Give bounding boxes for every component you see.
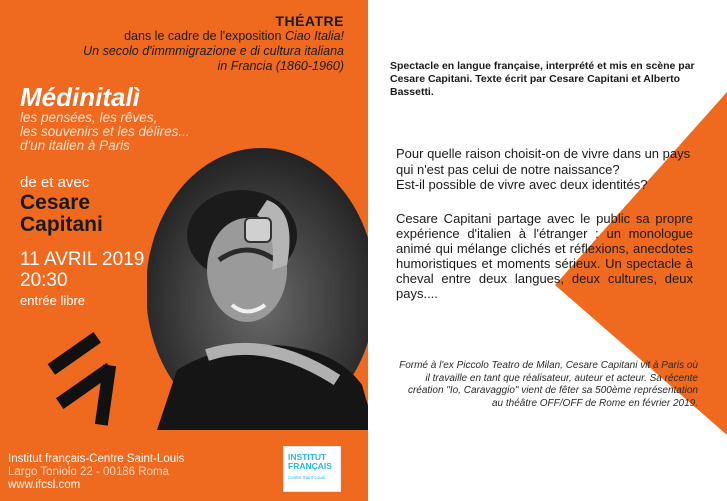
venue-name: Institut français-Centre Saint-Louis	[8, 453, 185, 465]
expo-line	[83, 29, 344, 44]
expo-name: Ciao Italia!	[284, 29, 344, 43]
portrait-photo	[147, 140, 368, 430]
show-date: 11 AVRIL 2019	[20, 249, 145, 270]
header-block	[83, 14, 344, 74]
first-name: Cesare	[20, 191, 91, 214]
venue-street: Largo Toniolo 22 - 00186 Roma	[8, 466, 169, 478]
venue-address	[8, 453, 184, 492]
category-label: THÉATRE	[275, 13, 344, 29]
expo-subtitle-1: Un secolo d'immmigrazione e di cultura italiana	[83, 44, 344, 58]
venue-website[interactable]: www.ifcsl.com	[8, 479, 81, 491]
entry-info: entrée libre	[20, 293, 86, 308]
subtitle-line: les pensées, les rêves,	[20, 110, 158, 125]
subtitle-line: les souvenirs et les délires...	[20, 124, 190, 139]
show-title: Médinitalì	[20, 82, 140, 112]
expo-subtitle-2: in Francia (1860-1960)	[217, 59, 344, 73]
institut-francais-logo	[283, 446, 341, 492]
subtitle-line: d'un italien à Paris	[20, 138, 130, 153]
footnote-text: Formé à l'ex Piccolo Teatro de Milan, Cesare Capitani vit à Paris où il travaille en tant que réalisateur, auteur et acteur. Sa récente création "Io, Caravaggio" vient de fêter sa 500ème représentation au théâtre OFF/OFF de Rome en février 2019.	[399, 360, 698, 409]
right-panel	[368, 0, 727, 501]
logo-text: INSTITUT FRANÇAIS	[288, 452, 332, 471]
credits-text: Spectacle en langue française, interprété et mis en scène par Cesare Capitani. Texte écrit par Cesare Capitani et Alberto Bassetti.	[390, 60, 695, 98]
questions	[396, 146, 699, 193]
bio-text: Cesare Capitani partage avec le public sa propre expérience d'italien à l'étranger : un monologue animé qui mélange clichés et réflexions, anecdotes humoristiques et moments sérieux. Un spectacle à cheval entre deux langues, deux cultures, deux pays....	[396, 211, 693, 301]
expo-intro: dans le cadre de l'exposition	[124, 29, 282, 43]
last-name: Capitani	[20, 213, 103, 236]
logo-subtext: Centre Saint-Louis	[288, 475, 326, 480]
show-time: 20:30	[20, 270, 68, 291]
strokes-logo	[44, 325, 124, 435]
question-1: Pour quelle raison choisit-on de vivre dans un pays qui n'est pas celui de notre naissance?	[396, 146, 691, 177]
de-et-avec: de et avec	[20, 174, 90, 191]
performer-name	[20, 192, 103, 236]
question-2: Est-il possible de vivre avec deux identités?	[396, 177, 648, 192]
date-time	[20, 249, 144, 291]
